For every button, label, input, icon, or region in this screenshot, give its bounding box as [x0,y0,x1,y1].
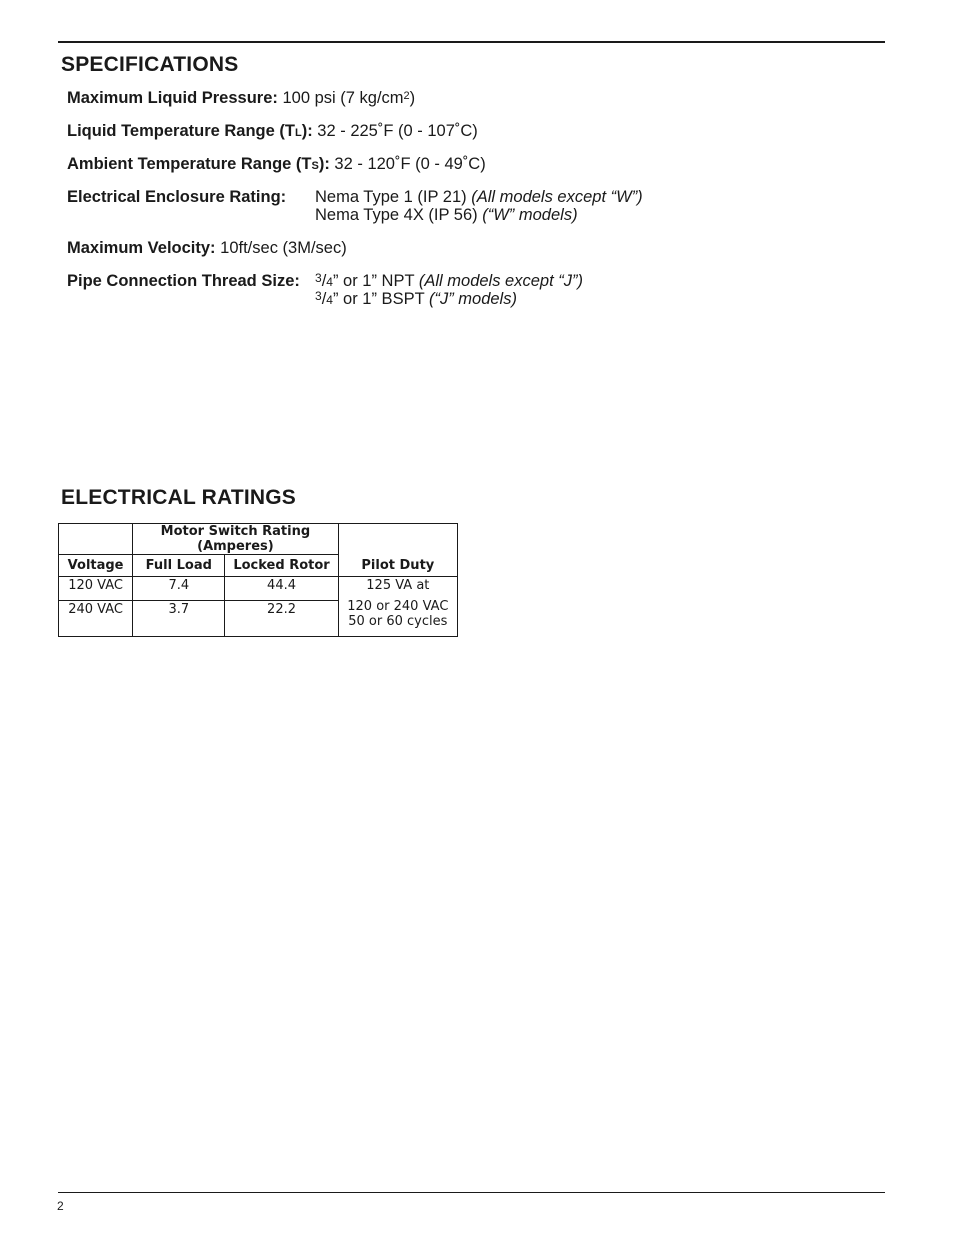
spec-enclosure-line2: Nema Type 4X (IP 56) (“W” models) [315,206,578,224]
cell-pilot-duty [338,577,457,637]
spec-max-pressure [67,89,415,107]
spec-value: 10ft/sec (3M/sec) [220,239,347,257]
table-row [59,577,458,601]
col-header-locked-rotor: Locked Rotor [225,555,338,577]
electrical-ratings-table [58,523,458,637]
spec-liquid-temp [67,122,478,142]
spec-enclosure-line1: Nema Type 1 (IP 21) (All models except “W”) [315,188,643,206]
motor-switch-group-header: Motor Switch Rating (Amperes) [133,524,339,555]
spec-ambient-temp [67,155,486,175]
table-empty-corner [59,524,133,555]
spec-pipe-thread-line1: $^3$/4” or 1” NPT (All models except “J”) [315,271,583,290]
spec-value: 100 psi (7 kg/cm [282,89,404,107]
spec-sup: 2 [403,90,410,102]
cell-voltage: 120 VAC [59,577,133,601]
specifications-heading: SPECIFICATIONS [61,53,239,76]
spec-value: 32 - 225˚F (0 - 107˚C) [317,122,478,140]
bottom-rule [58,1192,885,1193]
spec-tail: ) [409,89,416,107]
spec-pipe-thread-line2: $^3$/4” or 1” BSPT (“J” models) [315,289,517,308]
spec-max-velocity [67,239,347,257]
col-header-voltage: Voltage [59,555,133,577]
spec-label: Maximum Velocity: [67,239,216,257]
cell-full-load: 3.7 [133,601,225,637]
spec-label: Liquid Temperature Range (TL): [67,122,313,140]
pilot-duty-line: 120 or 240 VAC [347,599,449,614]
spec-label: Ambient Temperature Range (TS): [67,155,330,173]
page-number: 2 [57,1199,64,1213]
electrical-ratings-heading: ELECTRICAL RATINGS [61,486,296,509]
col-header-pilot-duty: Pilot Duty [338,524,457,577]
pilot-duty-line: 50 or 60 cycles [348,614,448,629]
cell-locked-rotor: 22.2 [225,601,338,637]
top-rule [58,41,885,43]
spec-label: Maximum Liquid Pressure: [67,89,278,107]
pilot-duty-line: 125 VA at [366,578,430,593]
cell-voltage: 240 VAC [59,601,133,637]
col-header-full-load: Full Load [133,555,225,577]
cell-full-load: 7.4 [133,577,225,601]
spec-value: 32 - 120˚F (0 - 49˚C) [334,155,486,173]
spec-pipe-thread-label: Pipe Connection Thread Size: [67,272,300,290]
cell-locked-rotor: 44.4 [225,577,338,601]
spec-enclosure-label: Electrical Enclosure Rating: [67,188,287,206]
